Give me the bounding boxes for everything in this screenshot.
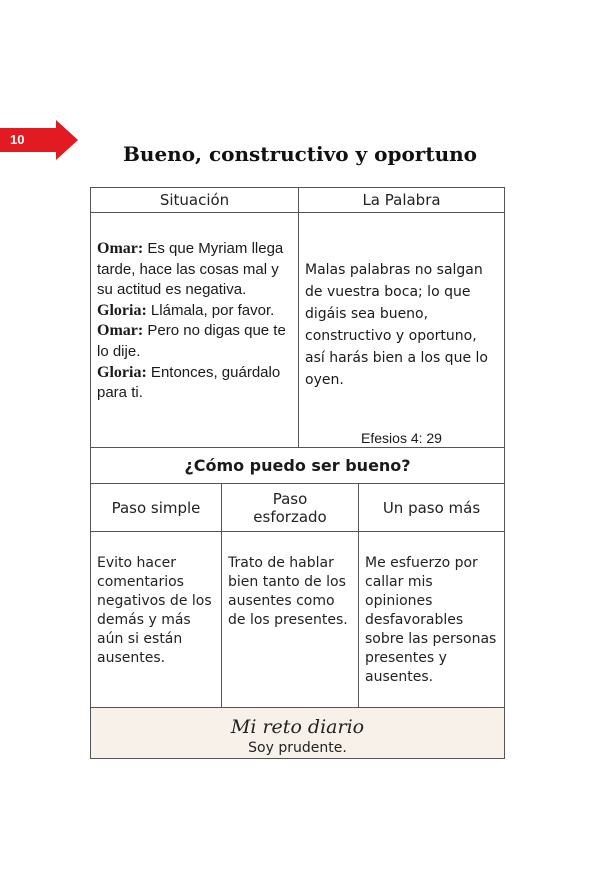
word-header: La Palabra	[362, 191, 441, 209]
dialog-speaker: Omar:	[97, 240, 144, 257]
situation-header: Situación	[91, 188, 299, 212]
dialog-speaker: Omar:	[97, 322, 144, 340]
dialog-line: Es que Myriam llega tarde, hace las cosas mal y su actitud es negativa.	[97, 240, 284, 299]
step-simple-text: Evito hacer comentarios negativos de los demás y más aún si están ausentes.	[91, 532, 222, 707]
steps-header-row	[91, 484, 504, 532]
daily-challenge	[91, 708, 504, 758]
challenge-title: Mi reto diario	[230, 716, 365, 738]
dialog-cell	[91, 213, 299, 447]
dialog-line: Entonces, guárdalo para ti.	[97, 363, 281, 402]
content-row	[91, 213, 504, 448]
step-effort-header: Paso esforzado	[222, 484, 359, 531]
verse-reference: Efesios 4: 29	[361, 430, 442, 446]
question-row: ¿Cómo puedo ser bueno?	[91, 448, 504, 484]
verse-cell	[299, 213, 504, 447]
step-more-text: Me esfuerzo por callar mis opiniones desfavorables sobre las personas presentes y ausentes.	[365, 555, 497, 685]
step-simple-header: Paso simple	[91, 484, 222, 531]
page-title: Bueno, constructivo y oportuno	[123, 142, 477, 166]
page-number: 10	[10, 132, 25, 147]
challenge-text: Soy prudente.	[248, 740, 347, 756]
step-more-header: Un paso más	[382, 498, 481, 517]
dialog-speaker: Gloria:	[97, 363, 147, 381]
dialog-line: Llámala, por favor.	[146, 301, 275, 319]
dialog-speaker: Gloria:	[97, 301, 147, 319]
header-row	[91, 188, 504, 213]
steps-content-row	[91, 532, 504, 708]
bible-verse: Malas palabras no salgan de vuestra boca; lo que digáis sea bueno, constructivo y oportuno, así harás bien a los que lo oyen.	[305, 262, 488, 388]
lesson-table	[90, 187, 505, 759]
dialog-line: Pero no digas que te lo dije.	[97, 322, 286, 360]
step-effort-text: Trato de hablar bien tanto de los ausentes como de los presentes.	[222, 532, 359, 707]
